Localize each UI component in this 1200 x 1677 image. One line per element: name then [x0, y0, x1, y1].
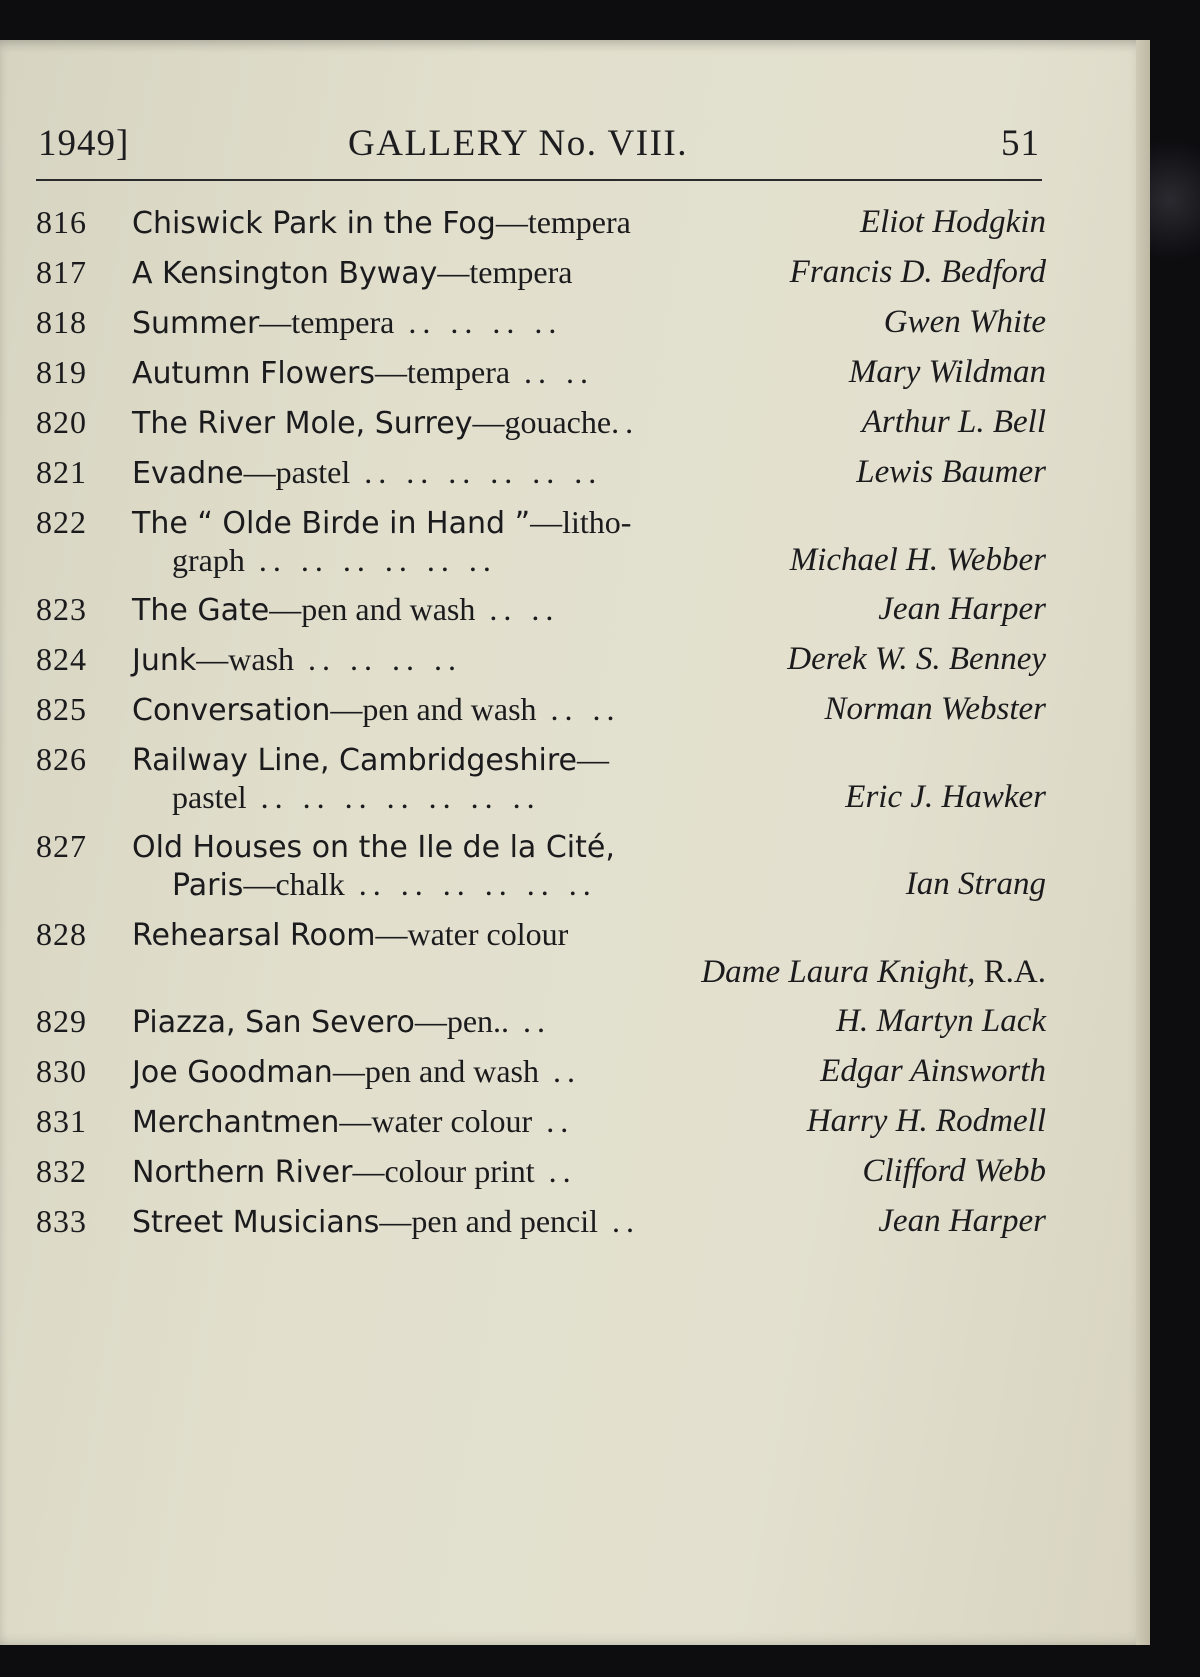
entry-medium: —tempera	[495, 204, 631, 240]
catalogue-entry	[36, 198, 1046, 248]
entry-title: Evadne	[132, 456, 244, 491]
entry-number: 817	[36, 254, 87, 290]
header-year: 1949]	[38, 123, 130, 164]
entry-title: Rehearsal Room	[132, 918, 376, 953]
dot-leader: .. ..	[536, 691, 621, 727]
dot-leader: ..	[598, 1203, 641, 1239]
entry-artist: H. Martyn Lack	[836, 1003, 1046, 1039]
entry-artist: Lewis Baumer	[856, 454, 1046, 490]
entry-medium: —water colour	[339, 1103, 533, 1139]
entry-title: A Kensington Byway	[132, 256, 438, 291]
entry-title: Summer	[132, 306, 260, 341]
dot-leader: ..	[509, 1003, 552, 1039]
catalogue-entry	[36, 1197, 1046, 1247]
entry-title: Merchantmen	[132, 1105, 340, 1140]
catalogue-entry	[36, 1047, 1046, 1097]
dot-leader: .. .. .. .. .. ..	[344, 866, 597, 902]
entry-title: Joe Goodman	[132, 1055, 333, 1090]
entry-title-continued: Paris	[172, 868, 244, 903]
catalogue-entry	[36, 398, 1046, 448]
entry-title: The River Mole, Surrey	[132, 406, 473, 441]
entry-artist: Clifford Webb	[862, 1153, 1046, 1189]
entry-number: 833	[36, 1203, 87, 1239]
entry-medium: —wash	[196, 641, 295, 677]
dot-leader: .. .. .. .. .. ..	[244, 542, 497, 578]
catalogue-entry	[36, 910, 1046, 997]
entry-number: 829	[36, 1003, 87, 1039]
entry-artist: Mary Wildman	[848, 354, 1046, 390]
entry-medium: —pen and wash	[332, 1053, 539, 1089]
entry-number: 822	[36, 504, 87, 540]
catalogue-entry	[36, 448, 1046, 498]
entry-title: Autumn Flowers	[132, 356, 375, 391]
entry-medium-continued: graph	[172, 542, 245, 578]
dot-leader: .. ..	[475, 591, 560, 627]
entry-artist: Jean Harper	[878, 1203, 1046, 1239]
entry-artist: Jean Harper	[878, 591, 1046, 627]
catalogue-entry	[36, 585, 1046, 635]
entry-artist: Francis D. Bedford	[789, 254, 1046, 290]
entry-title: The Gate	[132, 593, 270, 628]
entry-number: 827	[36, 828, 87, 864]
entry-number: 824	[36, 641, 87, 677]
entry-number: 819	[36, 354, 87, 390]
entry-medium-continued: pastel	[172, 779, 247, 815]
artist-name: Dame Laura Knight,	[701, 954, 976, 990]
dot-leader: .. .. .. .. .. ..	[350, 454, 603, 490]
entry-artist: Eliot Hodgkin	[859, 204, 1046, 240]
entry-artist	[36, 954, 1046, 991]
entry-artist: Harry H. Rodmell	[806, 1103, 1046, 1139]
entry-title: Old Houses on the Ile de la Cité,	[132, 830, 615, 865]
entry-number: 831	[36, 1103, 87, 1139]
header-rule	[36, 179, 1042, 181]
entry-medium: —pen and wash	[269, 591, 476, 627]
entry-title: Street Musicians	[132, 1205, 380, 1240]
entry-title: Piazza, San Severo	[132, 1005, 415, 1040]
entry-medium: —gouache	[472, 404, 612, 440]
entry-number: 828	[36, 916, 87, 952]
entry-medium: —pen and pencil	[379, 1203, 599, 1239]
catalogue-entry	[36, 635, 1046, 685]
page-edge	[1136, 40, 1150, 1645]
entry-artist: Derek W. S. Benney	[787, 641, 1046, 677]
dot-leader: ..	[611, 404, 640, 440]
catalogue-entry	[36, 685, 1046, 735]
entry-number: 818	[36, 304, 87, 340]
catalogue-entry	[36, 498, 1046, 585]
entry-artist: Ian Strang	[905, 866, 1046, 902]
entry-artist: Gwen White	[883, 304, 1046, 340]
entry-medium: —chalk	[243, 866, 345, 902]
entry-medium: —pastel	[243, 454, 351, 490]
entry-artist: Michael H. Webber	[789, 542, 1046, 578]
entry-artist: Edgar Ainsworth	[820, 1053, 1046, 1089]
entry-artist: Norman Webster	[824, 691, 1046, 727]
entry-title: Northern River	[132, 1155, 353, 1190]
entry-title: The “ Olde Birde in Hand ”	[132, 506, 531, 541]
catalogue-entry	[36, 248, 1046, 298]
entry-medium: —tempera	[375, 354, 511, 390]
entry-medium: —pen..	[414, 1003, 510, 1039]
entry-title: Chiswick Park in the Fog	[132, 206, 496, 241]
dot-leader: .. ..	[510, 354, 595, 390]
entry-number: 821	[36, 454, 87, 490]
entry-title: Conversation	[132, 693, 331, 728]
catalogue-entry	[36, 997, 1046, 1047]
catalogue-entry	[36, 348, 1046, 398]
catalogue-entry	[36, 298, 1046, 348]
entry-number: 820	[36, 404, 87, 440]
entry-number: 832	[36, 1153, 87, 1189]
entry-title: Junk	[132, 643, 197, 678]
dot-leader: ..	[534, 1153, 577, 1189]
gallery-title: GALLERY No. VIII.	[348, 123, 688, 164]
entry-number: 823	[36, 591, 87, 627]
dot-leader: .. .. .. ..	[394, 304, 563, 340]
entry-number: 830	[36, 1053, 87, 1089]
page-number: 51	[1001, 123, 1040, 164]
entry-medium: —pen and wash	[330, 691, 537, 727]
entry-medium: —colour print	[352, 1153, 535, 1189]
entry-medium: —water colour	[375, 916, 569, 952]
entry-artist: Arthur L. Bell	[861, 404, 1046, 440]
artist-honour: R.A.	[975, 954, 1046, 990]
catalogue-entry	[36, 822, 1046, 910]
entry-medium: —litho-	[530, 504, 632, 540]
entry-medium: —	[576, 741, 609, 777]
dot-leader: ..	[539, 1053, 581, 1089]
entry-medium: —tempera	[259, 304, 395, 340]
dot-leader: ..	[532, 1103, 575, 1139]
entry-medium: —tempera	[437, 254, 573, 290]
entry-title: Railway Line, Cambridgeshire	[132, 743, 577, 778]
catalogue-entry	[36, 1147, 1046, 1197]
dot-leader: .. .. .. ..	[294, 641, 463, 677]
entry-artist: Eric J. Hawker	[845, 779, 1046, 815]
entry-number: 826	[36, 741, 87, 777]
catalogue-entry	[36, 735, 1046, 822]
running-header	[38, 122, 1040, 172]
dot-leader: .. .. .. .. .. .. ..	[246, 779, 541, 815]
catalogue-list	[36, 198, 1046, 1247]
entry-number: 816	[36, 204, 87, 240]
catalogue-entry	[36, 1097, 1046, 1147]
entry-number: 825	[36, 691, 87, 727]
